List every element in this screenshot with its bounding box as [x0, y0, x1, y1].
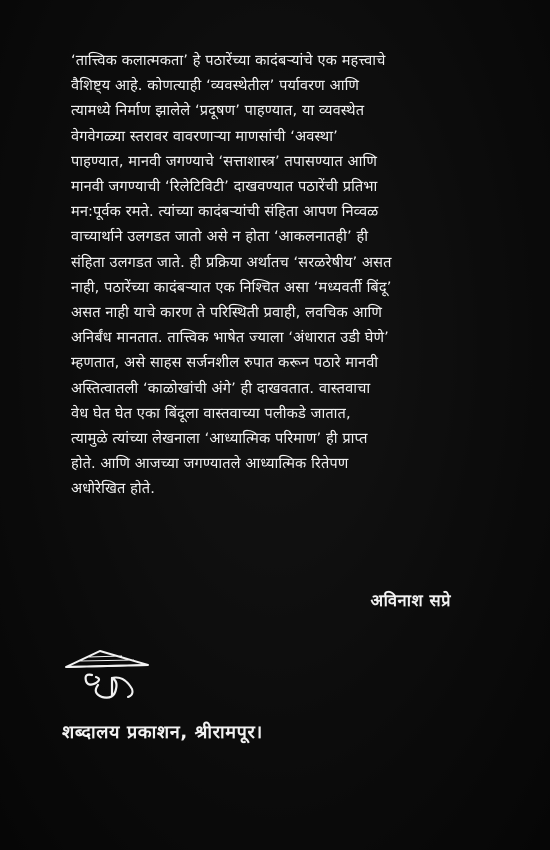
blurb-line: नाही, पठारेंच्या कादंबऱ्यात एक निश्चित असा ‘मध्यवर्ती बिंदू’ — [71, 278, 392, 296]
blurb-line: वाच्यार्थाने उलगडत जातो असे न होता ‘आकलनातही’ ही — [71, 228, 369, 246]
blurb-line: पाहण्यात, मानवी जगण्याचे ‘सत्ताशास्त्र’ तपासण्यात आणि — [71, 152, 377, 170]
blurb-line: त्यामध्ये निर्माण झालेले ‘प्रदूषण’ पाहण्यात, या व्यवस्थेत — [71, 102, 365, 120]
publisher-logo-icon — [62, 645, 152, 703]
blurb-line: मन:पूर्वक रमते. त्यांच्या कादंबऱ्यांची संहिता आपण निव्वळ — [71, 203, 379, 221]
blurb-line: वैशिष्ट्य आहे. कोणत्याही ‘व्यवस्थेतील’ पर्यावरण आणि — [71, 77, 360, 95]
blurb-line: वेगवेगळ्या स्तरावर वावरणाऱ्या माणसांची ‘अवस्था’ — [71, 127, 338, 145]
blurb-line: अधोरेखित होते. — [71, 480, 155, 498]
blurb-line: होते. आणि आजच्या जगण्यातले आध्यात्मिक रितेपण — [71, 455, 349, 473]
blurb-line: म्हणतात, असे साहस सर्जनशील रुपात करून पठारे मानवी — [71, 354, 379, 372]
publisher-name: शब्दालय प्रकाशन, श्रीरामपूर। — [62, 722, 263, 743]
blurb-line: असत नाही याचे कारण ते परिस्थिती प्रवाही, लवचिक आणि — [71, 304, 382, 322]
blurb-line: संहिता उलगडत जाते. ही प्रक्रिया अर्थातच ‘सरळरेषीय’ असत — [71, 253, 392, 271]
blurb-line: मानवी जगण्याची ‘रिलेटिविटी’ दाखवण्यात पठारेंची प्रतिभा — [71, 178, 378, 196]
blurb-text — [71, 48, 481, 502]
blurb-line: अनिर्बंध मानतात. तात्त्विक भाषेत ज्याला ‘अंधारात उडी घेणे’ — [71, 329, 389, 347]
author-name: अविनाश सप्रे — [370, 591, 451, 610]
blurb-line: त्यामुळे त्यांच्या लेखनाला ‘आध्यात्मिक परिमाण’ ही प्राप्त — [71, 430, 368, 448]
blurb-line: ‘तात्त्विक कलात्मकता’ हे पठारेंच्या कादंबऱ्यांचे एक महत्त्वाचे — [71, 52, 386, 69]
blurb-line: अस्तित्वातली ‘काळोखांची अंगे’ ही दाखवतात. वास्तवाचा — [71, 379, 371, 397]
blurb-line: वेध घेत घेत एका बिंदूला वास्तवाच्या पलीकडे जातात, — [71, 404, 351, 422]
